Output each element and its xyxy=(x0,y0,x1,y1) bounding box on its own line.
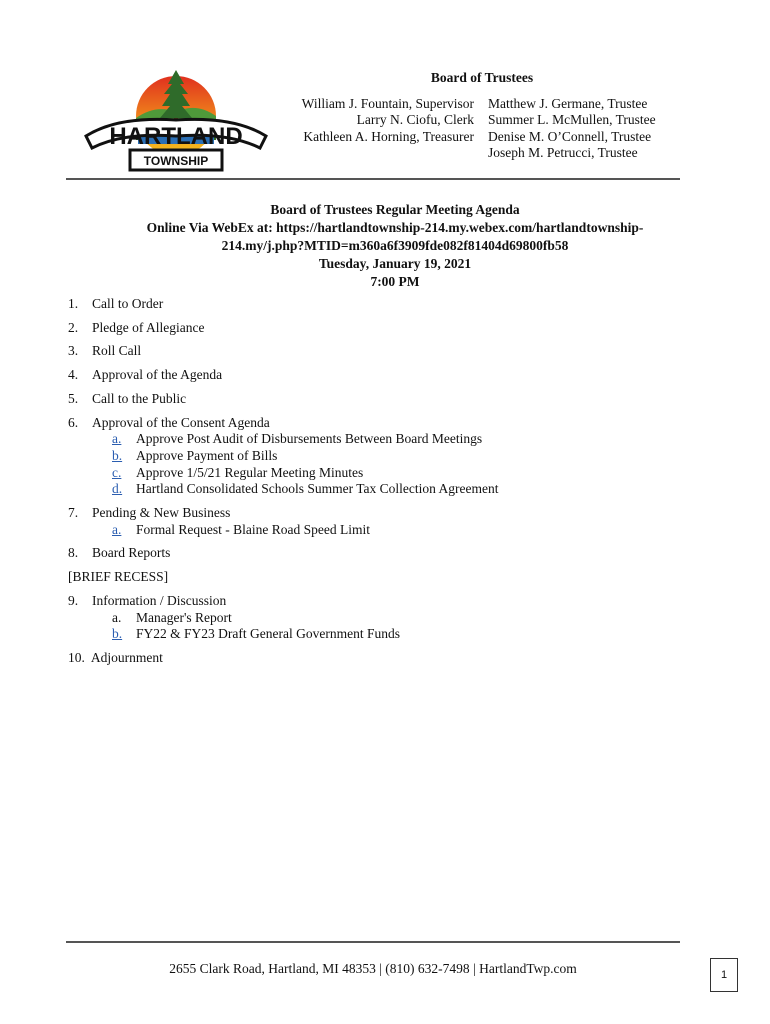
agenda-item xyxy=(66,320,686,337)
sub-item-text: Formal Request - Blaine Road Speed Limit xyxy=(136,521,370,537)
trustees-list xyxy=(488,96,656,161)
hartland-township-logo xyxy=(78,66,274,178)
board-title: Board of Trustees xyxy=(430,70,534,85)
item-number: 2. xyxy=(68,319,79,335)
sub-item-text: Approve 1/5/21 Regular Meeting Minutes xyxy=(136,464,364,480)
item-number: 5. xyxy=(68,390,79,406)
sub-item-text: Approve Payment of Bills xyxy=(136,447,278,463)
sub-item-text: Manager's Report xyxy=(136,609,232,625)
footer-separator: | xyxy=(379,961,382,976)
member-clerk: Larry N. Ciofu, Clerk xyxy=(356,112,474,128)
page-number: 1 xyxy=(710,958,738,992)
meeting-time: 7:00 PM xyxy=(370,274,420,289)
member-trustee: Summer L. McMullen, Trustee xyxy=(488,112,656,128)
sub-item-link[interactable]: a. xyxy=(112,431,122,447)
item-text: Pledge of Allegiance xyxy=(92,319,205,335)
sub-item xyxy=(92,448,686,465)
item-text: Information / Discussion xyxy=(92,592,227,608)
webex-line: Online Via WebEx at: https://hartlandtownship-214.my.webex.com/hartlandtownship- xyxy=(146,220,644,235)
agenda-item xyxy=(66,545,686,562)
officers-list xyxy=(302,96,474,145)
footer-website[interactable]: HartlandTwp.com xyxy=(479,961,577,976)
logo-sub: TOWNSHIP xyxy=(143,154,209,168)
recess-note: [BRIEF RECESS] xyxy=(68,569,169,585)
agenda-item xyxy=(66,296,686,313)
sub-item-text: FY22 & FY23 Draft General Government Funds xyxy=(136,626,400,642)
webex-link[interactable]: 214.my/j.php?MTID=m360a6f3909fde082f81404d69800fb58 xyxy=(221,238,569,253)
sub-item-link[interactable]: c. xyxy=(112,464,122,480)
sub-item xyxy=(92,481,686,498)
item-number: 3. xyxy=(68,343,79,359)
item-text: Approval of the Consent Agenda xyxy=(92,414,270,430)
sub-item xyxy=(92,522,686,539)
item-number: 6. xyxy=(68,414,79,430)
item-text: Call to the Public xyxy=(92,390,187,406)
sub-item-letter: a. xyxy=(112,609,122,625)
agenda-item xyxy=(66,415,686,499)
footer-phone: (810) 632-7498 xyxy=(385,961,470,976)
agenda-item xyxy=(66,367,686,384)
agenda-item-adjournment: 10. Adjournment xyxy=(68,649,163,665)
item-number: 4. xyxy=(68,367,79,383)
agenda-list xyxy=(66,296,686,674)
sub-item-text: Hartland Consolidated Schools Summer Tax Collection Agreement xyxy=(136,481,499,497)
item-text: Approval of the Agenda xyxy=(92,367,223,383)
agenda-item xyxy=(66,343,686,360)
logo-name: HARTLAND xyxy=(109,123,243,150)
agenda-item xyxy=(66,505,686,538)
footer xyxy=(66,961,680,977)
sub-item xyxy=(92,626,686,643)
footer-divider xyxy=(66,941,680,943)
item-number: 7. xyxy=(68,505,79,521)
member-trustee: Matthew J. Germane, Trustee xyxy=(488,96,648,111)
sub-item xyxy=(92,465,686,482)
member-trustee: Denise M. O’Connell, Trustee xyxy=(488,128,652,144)
sub-item-link[interactable]: b. xyxy=(112,626,123,642)
agenda-item xyxy=(66,593,686,643)
item-number: 8. xyxy=(68,545,79,561)
sub-item-link[interactable]: a. xyxy=(112,521,122,537)
sub-item xyxy=(92,610,686,627)
sub-item-text: Approve Post Audit of Disbursements Between Board Meetings xyxy=(136,431,483,447)
item-text: Pending & New Business xyxy=(92,505,231,521)
meeting-date: Tuesday, January 19, 2021 xyxy=(318,256,472,271)
sub-item-link[interactable]: d. xyxy=(112,481,123,497)
meeting-heading xyxy=(100,201,690,291)
logo-graphic xyxy=(78,66,274,178)
item-text: Board Reports xyxy=(92,545,171,561)
footer-separator: | xyxy=(473,961,476,976)
footer-address: 2655 Clark Road, Hartland, MI 48353 xyxy=(169,961,376,976)
header-divider xyxy=(66,178,680,180)
sub-item-link[interactable]: b. xyxy=(112,447,123,463)
sub-item xyxy=(92,431,686,448)
item-text: Roll Call xyxy=(92,343,142,359)
item-text: Call to Order xyxy=(92,296,164,311)
item-number: 1. xyxy=(68,296,79,311)
member-treasurer: Kathleen A. Horning, Treasurer xyxy=(303,128,474,144)
member-trustee: Joseph M. Petrucci, Trustee xyxy=(488,144,638,160)
item-number: 9. xyxy=(68,592,79,608)
agenda-item xyxy=(66,391,686,408)
member-supervisor: William J. Fountain, Supervisor xyxy=(301,96,474,111)
agenda-title: Board of Trustees Regular Meeting Agenda xyxy=(270,202,520,217)
